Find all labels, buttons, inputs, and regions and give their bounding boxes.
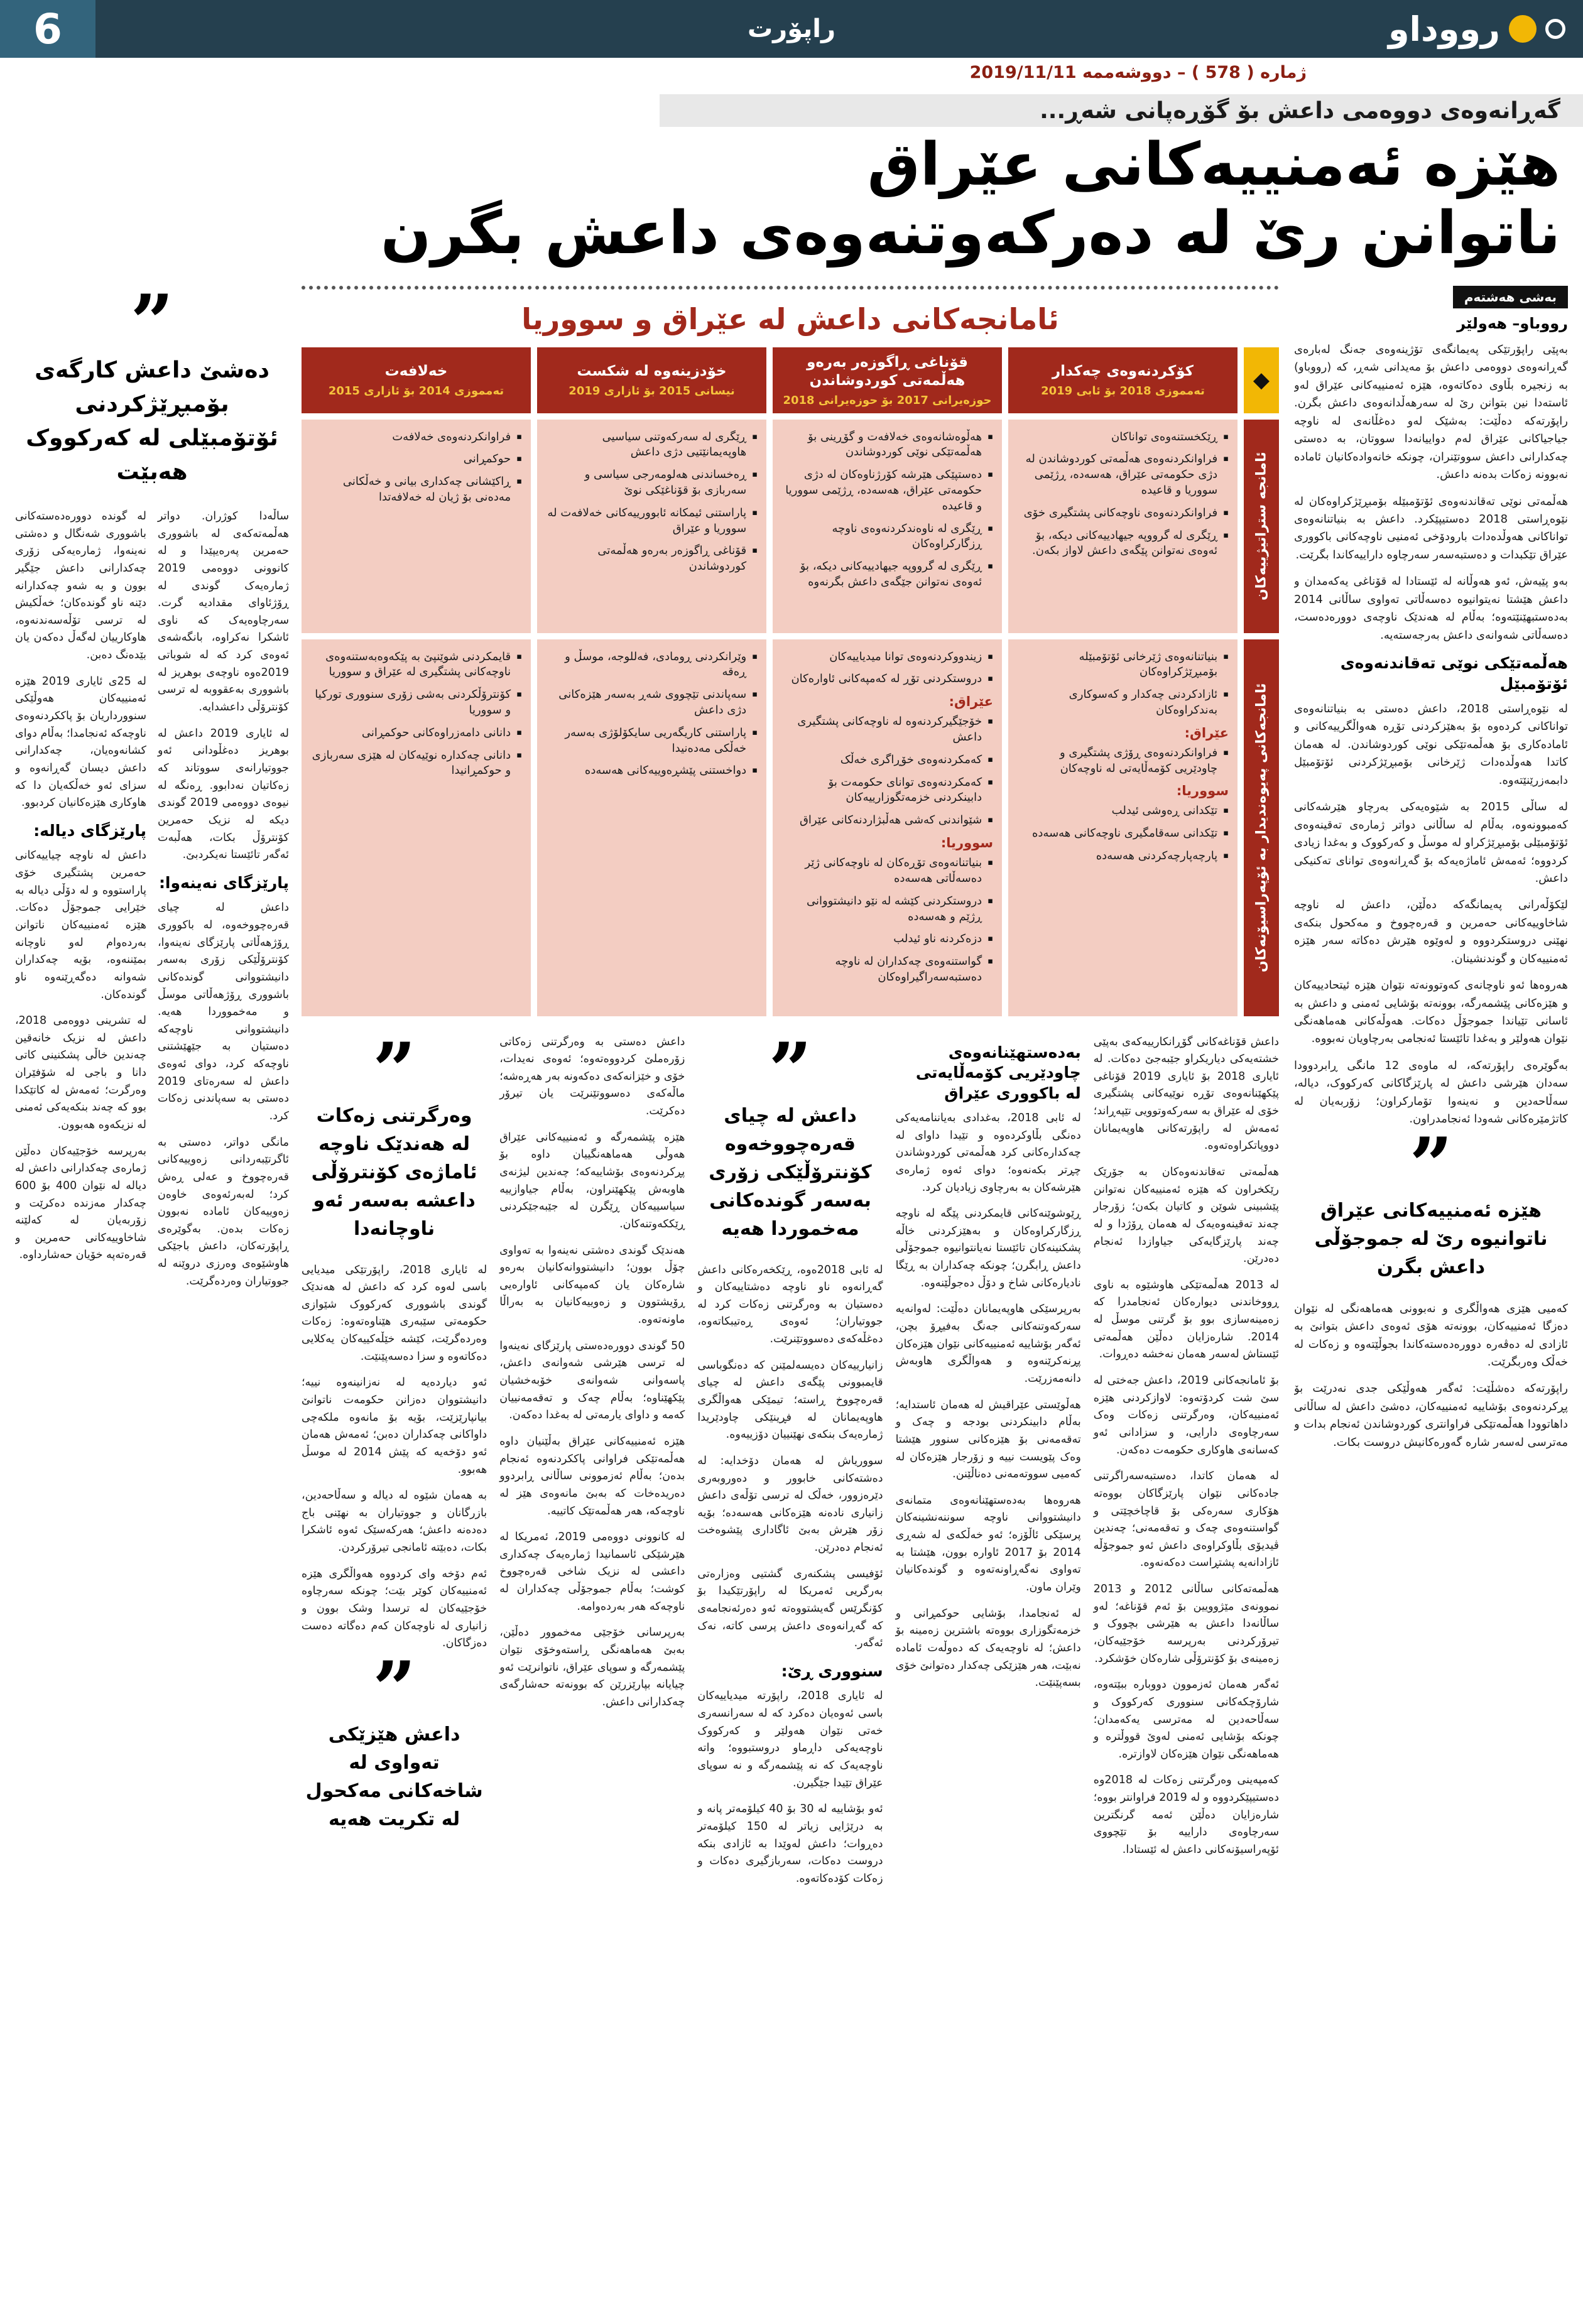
left-top-quote xyxy=(15,286,289,489)
paragraph: لە 2013 هەڵمەتێکی هاوشێوە بە ناوی ڕووخاندنی دیوارەکان ئەنجامدرا کە زەمینەسازی بوو بۆ گرتنی موسڵ لە 2014. شارەزایان دەڵێن هەڵمەتی ئێستاش لەسەر هەمان نەخشە دەڕوات. xyxy=(1093,1278,1279,1361)
bullet-item xyxy=(1017,528,1229,560)
body-column xyxy=(1094,1034,1279,2284)
bullet-icon: ▪ xyxy=(987,717,993,727)
paragraph: هەروەها بەدەستهێنانەوەی متمانەی دانیشتووانی ناوچە سوننەنشینەکان پرسێکی ئاڵۆزە؛ ئەو خەڵکەی لە شەڕی 2014 بۆ 2017 ئاوارە بوون، هێشتا بە تەواوی نەگەڕاونەتەوە و گوندەکانیان وێران ماون. xyxy=(895,1494,1081,1594)
paragraph: لە ئایاری 2018، راپۆرتە میدیاییەکان باسی ئەوەیان دەکرد کە لە سەرانسەری خەتی نێوان هەولێر و کەرکووک ناوچەیەکی داڕماو دروستبووە؛ واتە ناوچەیەک کە نە پێشمەرگە و نە سوپای عێراق تێیدا جێگیرن. xyxy=(697,1690,883,1789)
bullet-text: دواخستنی پێشڕەوییەکانی هەسەدە xyxy=(584,764,747,778)
paragraph: زانیارییەکان دەیسەلمێنن کە دەنگوباسی قایمبوونی پێگەی داعش لە چیای قەرەچووخ ڕاستە؛ تیمێکی هەواڵگری هاوپەیمانان لە فڕینێکی چاودێریدا ژمارەیەک بنکەی نهێنییان دۆزییەوە. xyxy=(697,1359,883,1442)
bullet-item xyxy=(781,775,993,806)
left-article-column xyxy=(15,286,289,2311)
bullet-icon: ▪ xyxy=(987,896,993,906)
bullet-item xyxy=(781,714,993,746)
bullet-icon: ▪ xyxy=(1223,747,1229,757)
bullet-text: ڕاکێشانی چەکداری بیانی و خەڵکانی مەدەنی بۆ ژیان لە خەلافەتدا xyxy=(342,475,511,504)
bullet-icon: ▪ xyxy=(987,777,993,787)
pull-quote-text: داعش هێزێکی تەواوی لە شاخەکانی مەکحول لە تکریت هەیە xyxy=(305,1723,483,1830)
bullet-text: قایمکردنی شوێنپێ بە پێکەوەبەستنەوەی ناوچەکانی پشتگیری لە عێراق و سووریا xyxy=(325,649,511,679)
paragraph: ئۆفیسی پشکنەری گشتیی وەزارەتی بەرگریی ئەمریکا لە راپۆرتێکیدا بۆ کۆنگرێس گەیشتووەتە ئەو دەرئەنجامەی کە گەڕانەوەی داعش پرسی کاتە، نەک ئەگەر. xyxy=(697,1567,883,1650)
bullet-icon: ▪ xyxy=(1223,454,1229,464)
bullet-item xyxy=(781,752,993,768)
bullet-text: فراوانکردنەوەی خەلافەت xyxy=(392,430,511,443)
bullet-item xyxy=(1017,803,1229,819)
bullet-text: دروستکردنی کێشە لە نێو دانیشتووانی ڕژێم و هەسەدە xyxy=(806,894,982,923)
bullet-item xyxy=(1017,826,1229,842)
bullet-item xyxy=(546,763,758,779)
quote-mark-icon: ” xyxy=(1409,1121,1453,1210)
paragraph: داعش قۆناغەکانی گۆڕانکارییەکەی بەپێی خشتەیەکی دیاریکراو جێبەجێ دەکات. لە ئایاری 2018 بۆ ئایاری 2019 قۆناغی پێکهێنانەوەی تۆڕە نوێیەکانی پشتگیری خۆی لە عێراق بە سەرکەوتوویی تێپەڕاند؛ ئەمەش لە راپۆرتەکانی هاوپەیمانان دووپاتکراوەتەوە. xyxy=(1093,1035,1279,1153)
pull-quote-text: داعش لە چیای قەرەچووخەوە کۆنترۆڵێکی زۆری بەسەر گوندەکانی مەخموردا هەیە xyxy=(709,1104,872,1240)
bullet-icon: ▪ xyxy=(1223,806,1229,816)
bullet-item xyxy=(781,931,993,947)
paragraph: لە هەمان کاتدا، دەستبەسەراگرتنی جادەکانی نێوان پارێزگاکان بووەتە هۆکاری سەرەکی بۆ قاچاخچێتی و گواستنەوەی چەک و تەقەمەنی؛ چەندین ڤیدیۆی بڵاوکراوەی داعش ئەو جموجۆڵە ئازادانەیە پشتڕاست دەکەنەوە. xyxy=(1093,1470,1279,1570)
column-title: خەلافەت xyxy=(384,363,448,380)
bullet-item xyxy=(546,687,758,719)
bullet-icon: ▪ xyxy=(1223,828,1229,839)
subheading: بەدەستهێنانەوەی چاودێریی کۆمەڵایەتی لە باکووری عێراق xyxy=(915,1043,1081,1102)
paragraph: 50 گوندی دوورەدەستی پارێزگای نەینەوا لە ترسی هێرشی شەوانەی داعش، پاسەوانی شەوانەی خۆبەخشیان پێکهێناوە؛ بەڵام چەک و تەقەمەنییان کەمە و داوای یارمەتی لە بەغدا دەکەن. xyxy=(499,1339,685,1422)
bullet-icon: ▪ xyxy=(987,651,993,661)
bullet-item xyxy=(781,855,993,887)
row-group-label: ئامانجە ستراتیژییەکان xyxy=(1244,420,1279,633)
bullet-icon: ▪ xyxy=(752,546,758,556)
paragraph: هەندێک گوندی دەشتی نەینەوا بە تەواوی چۆڵ بوون؛ دانیشتووانەکانیان بەرەو شارەکان یان کەمپەکانی ئاوارەیی ڕۆیشتوون و زەوییەکانیان بە بەراڵا ماونەتەوە. xyxy=(499,1244,685,1327)
paragraph: کەمیی هێزی هەواڵگری و نەبوونی هەماهەنگی لە نێوان دەزگا ئەمنییەکان، بوونەتە هۆی ئەوەی داعش بتوانێ بە ئازادی لە دەڤەرە دوورەدەستەکاندا بجوڵێتەوە و زەکات لە خەڵک وەربگرێت. xyxy=(1294,1301,1568,1369)
bullet-icon: ▪ xyxy=(752,766,758,776)
table-cell xyxy=(537,420,766,633)
bullet-item xyxy=(1017,506,1229,521)
bullet-item xyxy=(546,543,758,575)
quote-mark-icon: ” xyxy=(768,1033,812,1115)
bullet-text: ڕێگری لە گرووپە جیهادییەکانی دیکە، بۆ ئەوەی نەتوانن پێگەی داعش لاواز بکەن. xyxy=(1032,528,1218,558)
bullet-icon: ▪ xyxy=(987,815,993,825)
paragraph: لە ئایاری 2019 داعش لە بوهریز دەغڵودانی ئەو جووتیارانەی سووتاند کە زەکاتیان نەدابوو. ڕەنگە لە نیوەی دووەمی 2019 گوندی دیکە لە نزیک حەمرین کۆنترۆڵ بکات، هەڵبەت ئەگەر تائێستا نەیکردبێ. xyxy=(158,727,289,862)
bullet-text: حوکمڕانی xyxy=(463,452,511,466)
bullet-item xyxy=(310,687,522,719)
paragraph: لە کانوونی دووەمی 2019، ئەمریکا لە هێرشێکی ئاسمانیدا ژمارەیەک چەکداری داعشی لە نزیک شاخی قەرەچووخ کوشت؛ بەڵام جموجۆڵی چەکداران لە ناوچەکە هەر بەردەوامە. xyxy=(499,1531,685,1613)
bullet-text: فراوانکردنەوەی ڕۆژی پشتگیری و چاودێریی کۆمەڵایەتی لە ناوچەکان xyxy=(1059,746,1218,775)
bullet-item xyxy=(781,894,993,925)
headline-line2: ناتوانن رێ لە دەرکەوتنەوەی داعش بگرن xyxy=(380,199,1560,268)
bullet-item xyxy=(781,671,993,687)
column-title: قۆناغی ڕاگوزەر بەرەو هەڵمەتی کوردوشاندن xyxy=(807,354,968,389)
bullet-item xyxy=(546,506,758,537)
paragraph: ئەگەر هەمان ئەزموون دووبارە ببێتەوە، شارۆچکەکانی سنووری کەرکووک و سەڵاحەدین لە مەترسی یەکەمدان؛ چونکە بۆشایی ئەمنی لەوێ قووڵترە و هەماهەنگی نێوان هێزەکان لاوازترە. xyxy=(1093,1678,1279,1761)
bullet-text: وێرانکردنی ڕومادی، فەللوجە، موسڵ و ڕەقە xyxy=(565,649,747,679)
paragraph: ساڵەدا کوژران. دواتر هەڵمەتەکەی لە باشووری حەمرین پەرەیپێدا و لە کانوونی دووەمی 2019 ژمارەیەک گوندی لە ڕۆژئاوای مقدادیە گرت. سەرچاوەیەک کە ناوی ئاشکرا نەکراوە، بانگەشەی ئەوەی کرد کە لە شوباتی 2019ەوە ناوچەی بوهریز لە باشووری بەعقووبە لە ترسی کۆنترۆڵی داعشدایە. xyxy=(158,510,289,714)
column-date: حوزەیرانی 2017 بۆ حوزەیرانی 2018 xyxy=(783,393,992,407)
bullet-icon: ▪ xyxy=(1223,432,1229,442)
left-article-text xyxy=(15,508,289,1290)
right-article-text xyxy=(1294,341,1568,1452)
pull-quote xyxy=(304,1033,484,1243)
issue-line: ژمارە ( 578 ) – دووشەممە 2019/11/11 xyxy=(969,63,1307,82)
paragraph: بۆ ئامانجەکانی 2019، داعش جەختی لە سێ شت کردۆتەوە: لاوازکردنی هێزە ئەمنییەکان، وەرگرتنی زەکات وەک سەرچاوەی دارایی، و سزادانی ئەو کەسانەی هاوکاری حکومەت دەکەن. xyxy=(1093,1374,1279,1457)
section-title: راپۆرت xyxy=(747,14,836,43)
bullet-icon: ▪ xyxy=(987,934,993,944)
logo-ring-icon xyxy=(1545,19,1565,39)
bullet-text: زیندووکردنەوەی توانا میدیاییەکان xyxy=(829,649,982,663)
bullet-text: تێکدانی سەقامگیری ناوچەکانی هەسەدە xyxy=(1031,827,1218,840)
targets-table-grid xyxy=(302,347,1279,1016)
bullet-item xyxy=(1017,687,1229,719)
paragraph: ئەو دیاردەیە لە نەزانینەوە نییە؛ دانیشتووان دەزانن حکومەت ناتوانێ بیانپارێزێت، بۆیە بۆ مانەوە ملکەچی داواکانی چەکداران دەبن؛ ئەمەش هەمان ئەو دۆخەیە کە پێش 2014 لە موسڵ هەبوو. xyxy=(302,1376,487,1476)
paragraph: هێزە پێشمەرگە و ئەمنییەکانی عێراق هەوڵی هەماهەنگییان داوە بۆ پڕکردنەوەی بۆشاییەکە؛ چەندین لیژنەی هاوبەش پێکهێنراون، بەڵام جیاوازییە سیاسییەکان ڕێگرن لە جێبەجێکردنی ڕێککەوتنەکان. xyxy=(499,1131,685,1230)
bullet-icon: ▪ xyxy=(987,432,993,442)
bullet-text: شێواندنی کەشی هەڵبژاردنەکانی عێراق xyxy=(799,813,982,827)
bullet-item xyxy=(546,467,758,499)
bullet-item xyxy=(310,430,522,445)
paragraph: بە هەمان شێوە لە دیالە و سەڵاحەدین، بازرگانان و جووتیاران بە نهێنی باج دەدەنە داعش؛ هەرکەسێک ئەوە ئاشکرا بکات، دەبێتە ئامانجی تیرۆرکردن. xyxy=(302,1489,487,1555)
cell-subheading: عێراق: xyxy=(949,694,993,710)
page-number: 6 xyxy=(0,0,95,58)
bullet-item xyxy=(310,748,522,779)
table-column-header xyxy=(1008,347,1238,413)
table-column-header xyxy=(302,347,531,413)
paragraph: لە ساڵی 2015 بە شێوەیەکی بەرچاو هێرشەکانی کەمبوونەوە، بەڵام لە ساڵانی دواتر ژمارەی تەقینەوەی ئۆتۆمبێلی بۆمبڕێژکراو لە موسڵ و کەرکووک و بەغدا زیادی کردووە؛ ئەمەش ئاماژەیەکە بۆ گەڕانەوەی توانای تەکنیکی داعش. xyxy=(1294,800,1568,885)
bullet-item xyxy=(1017,649,1229,681)
paragraph: بەپێی راپۆرتێکی پەیمانگەی تۆژینەوەی جەنگ لەبارەی گەڕانەوەی دووەمی داعش بۆ مەیدانی شەڕ، کە (رووباو) بە زنجیرە بڵاوی دەکاتەوە، هێزە ئەمنییەکانی عێراق لەو ئاستەدا نین بتوانن رێ لە سەرهەڵدانەوەی داعش بگرن. راپۆرتەکە دەڵێت: بەشێک لەو دەغڵانەی لە ناوچە جیاجیاکانی عێراق لەم دواییانەدا سووتان، بە دەستی چەکدارانی داعش سووتێنران، چونکە خانەوادەکانیان ئامادە نەبوونە زەکات بدەنە داعش. xyxy=(1294,343,1568,482)
bullet-text: بنیاتنانەوەی تۆڕەکان لە ناوچەکانی ژێر دەسەڵاتی هەسەدە xyxy=(805,856,982,885)
pull-quote-text: وەرگرتنی زەکات لە هەندێک ناوچە ئاماژەی کۆنترۆڵی داعشە بەسەر ئەو ناوچانەدا xyxy=(311,1104,477,1240)
rudaw-logo xyxy=(1388,0,1565,58)
column-date: نیسانی 2015 بۆ ئازاری 2019 xyxy=(568,384,735,398)
paragraph: هەڵمەتەکانی ساڵانی 2012 و 2013 نموونەی مێژوویین بۆ ئەم قۆناغە؛ لەو ساڵانەدا داعش بە هێرشی بچووک و تیرۆرکردنی بەرپرسە خۆجێیەکان، زەمینەی بۆ کۆنترۆڵی شارەکان خۆشکرد. xyxy=(1093,1583,1279,1665)
cell-subheading: عێراق: xyxy=(1184,725,1229,741)
logo-text: رووداو xyxy=(1388,9,1500,49)
paragraph: لە ئابی 2018ەوە، ڕێکخەرەکانی داعش گەڕانەوە ناو ناوچە دەشتاییەکان و دەستیان بە وەرگرتنی زەکات کرد لە جووتیاران؛ ئەوەی ڕەتیبکاتەوە، دەغڵەکەی دەسووتێنرێت. xyxy=(697,1263,883,1346)
paragraph: لە ئابی 2018، بەغدادی بەیاننامەیەکی دەنگی بڵاوکردەوە و تێیدا داوای لە چەکدارەکانی کرد هەڵمەتی کوردوشاندن چڕتر بکەنەوە؛ دوای ئەوە ژمارەی هێرشەکان بە بەرچاوی زیادیان کرد. xyxy=(895,1112,1081,1194)
column-date: تەمموزی 2014 بۆ ئازاری 2015 xyxy=(328,384,504,398)
bullet-icon: ▪ xyxy=(752,432,758,442)
top-bar xyxy=(0,0,1583,58)
paragraph: راپۆرتەکە دەشڵێت: ئەگەر هەوڵێکی جدی نەدرێت بۆ پڕکردنەوەی بۆشاییە ئەمنییەکان، دەشێ داعش لە ساڵانی داهاتوودا هەڵمەتێکی فراوانتری کوردوشاندن ئەنجام بدات و مەترسی لەسەر شارە گەورەکانیش دروست بکات. xyxy=(1294,1382,1568,1449)
bullet-text: کۆنترۆڵکردنی بەشی زۆری سنووری تورکیا و سووریا xyxy=(315,688,511,717)
bullet-text: پاراستنی کاریگەریی سایکۆلۆژی بەسەر خەڵکی مەدەنیدا xyxy=(565,725,747,755)
bullet-icon: ▪ xyxy=(1223,508,1229,518)
paragraph: بەگوێرەی راپۆرتەکە، لە ماوەی 12 مانگی ڕابردوودا سەدان هێرشی داعش لە پارێزگاکانی کەرکووک، دیالە، سەڵاحەدین و نەینەوا تۆمارکراون؛ زۆربەیان لە کاتژمێرەکانی شەودا ئەنجامدراون. xyxy=(1294,1058,1568,1126)
byline: رووباو– هەولێر xyxy=(1457,315,1568,332)
bullet-text: ڕێگری لە ناوەندکردنەوەی ناوچە ڕزگارکراوەکان xyxy=(832,521,982,551)
bullet-item xyxy=(310,725,522,741)
bullet-icon: ▪ xyxy=(1223,851,1229,861)
column-date: تەمموزی 2018 بۆ ئابی 2019 xyxy=(1041,384,1205,398)
targets-table-title: ئامانجەکانی داعش لە عێراق و سووریا xyxy=(521,302,1059,336)
headline xyxy=(23,131,1560,268)
body-column xyxy=(896,1034,1081,2284)
cell-subheading: سووریا: xyxy=(1176,783,1229,799)
paragraph: هەروەها ئەو ناوچانەی کەوتوونەتە نێوان هێزە ئیتحادییەکان و هێزەکانی پێشمەرگە، بوونەتە بۆشایی ئەمنی و داعش بە ئاسانی تێیاندا جموجۆڵ دەکات. هەوڵەکانی هەماهەنگی نێوان هەولێر و بەغدا تائێستا ئەنجامی بەرچاویان نەبووە. xyxy=(1294,979,1568,1046)
bullet-text: تێکدانی ڕەوشی ئیدلب xyxy=(1111,804,1218,818)
bullet-item xyxy=(1017,849,1229,864)
bullet-item xyxy=(310,649,522,681)
paragraph: لە ئەنجامدا، بۆشایی حوکمڕانی و خزمەتگوزاری بووەتە باشترین زەمینە بۆ داعش؛ لە ناوچەیەک کە دەوڵەت ئامادە نەبێت، هەر هێزێکی چەکدار دەتوانێ خۆی بسەپێنێت. xyxy=(895,1607,1081,1690)
paragraph: ئەو بۆشاییە لە 30 بۆ 40 کیلۆمەتر پانە و بە درێژایی زیاتر لە 150 کیلۆمەتر دەڕوات؛ داعش لەوێدا بە ئازادی بنکە دروست دەکات، سەربازگیری دەکات و زەکات کۆدەکاتەوە. xyxy=(697,1803,883,1885)
bullet-icon: ▪ xyxy=(1223,690,1229,700)
bullet-icon: ▪ xyxy=(752,508,758,518)
bullet-icon: ▪ xyxy=(987,523,993,533)
bullet-item xyxy=(546,430,758,461)
bullet-text: پاراستنی ئیمکانە ئابوورییەکانی خەلافەت لە سووریا و عێراق xyxy=(547,506,747,535)
bullet-item xyxy=(781,813,993,828)
paragraph: کەمپەینی وەرگرتنی زەکات لە 2018وە دەستیپێکردووە و لە 2019 فراوانتر بووە؛ شارەزایان دەڵێن ئەمە گرنگترین سەرچاوەی داراییە بۆ تێچووی ئۆپەراسیۆنەکانی داعش لە ئێستادا. xyxy=(1093,1774,1279,1857)
paragraph: هەڵوێستی عێراقیش لە هەمان ئاستدایە؛ بەڵام دابینکردنی بودجە و چەک و تەقەمەنی بۆ هێزەکانی سنوور هێشتا وەک پێویست نییە و زۆرجار هێزەکان لە کەمیی سووتەمەنی دەناڵێنن. xyxy=(895,1398,1081,1481)
pull-quote xyxy=(18,286,286,489)
bullet-item xyxy=(781,430,993,461)
bullet-icon: ▪ xyxy=(987,470,993,480)
bullet-icon: ▪ xyxy=(516,750,522,760)
bullet-item xyxy=(781,559,993,590)
paragraph: لە 25ی ئایاری 2019 هێزە ئەمنییەکان هەوڵێکی سنوورداریان بۆ پاککردنەوەی ناوچەکە ئەنجامدا؛ بەڵام دوای کشانەوەیان، چەکدارانی داعش دیسان گەڕانەوە و سزای ئەو خەڵکەیان دا کە هاوکاری هێزەکانیان کردبوو. xyxy=(15,675,146,810)
bullet-item xyxy=(310,474,522,506)
bullet-text: ڕەخساندنی هەلومەرجی سیاسی و سەربازی بۆ قۆناغێکی نوێ xyxy=(584,468,747,497)
paragraph: هەڵمەتی تەقاندنەوەکان بە جۆرێک رێکخراون کە هێزە ئەمنییەکان نەتوانن پێشبینی شوێن و کاتیان بکەن؛ زۆرجار چەند تەقینەوەیەک لە هەمان ڕۆژدا و لە چەند پارێزگایەکی جیاوازدا ئەنجام دەدرێن. xyxy=(1093,1165,1279,1266)
cell-subheading: سووریا: xyxy=(940,835,993,851)
paragraph: بەرپرسێکی هاوپەیمانان دەڵێت: لەوانەیە سەرکەوتنەکانی جەنگ بەفیڕۆ بچن، ئەگەر بۆشاییە ئەمنییەکانی نێوان هێزەکان پڕنەکرێنەوە و هەواڵگری هاوبەش دانەمەزرێت. xyxy=(895,1303,1081,1385)
bullet-item xyxy=(546,725,758,757)
pull-quote xyxy=(700,1033,880,1243)
table-cell xyxy=(773,639,1002,1016)
paragraph: لێکۆڵەرانی پەیمانگەکە دەڵێن، داعش لە ناوچە شاخاوییەکانی حەمرین و قەرەچووخ و مەکحول بنکەی نهێنی دروستکردووە و لەوێوە هێرش دەکاتە سەر هێزە ئەمنییەکان و گوندنشینان. xyxy=(1294,898,1568,965)
paragraph: لە گوندە دوورەدەستەکانی باشووری شەنگال و دەشتی نەینەوا، ژمارەیەکی زۆری چەکدارانی داعش جێگیر بوون و بە شەو چەکدارانە دێنە ناو گوندەکان؛ خەڵکیش لە ترسی تۆڵەسەندنەوە، هاوکارییان لەگەڵ دەکەن یان بێدەنگ دەبن. xyxy=(15,510,146,662)
bullet-icon: ▪ xyxy=(516,432,522,442)
bullet-text: فراوانکردنەوەی هەڵمەتی کوردوشاندن لە دژی حکومەتی عێراق، هەسەدە، ڕژێمی سووریا و قاعیدە xyxy=(1025,452,1218,497)
bullet-text: دانانی دامەزراوەکانی حوکمڕانی xyxy=(361,725,511,739)
bullet-item xyxy=(781,649,993,665)
bullet-item xyxy=(1017,430,1229,445)
row-group-label: ئامانجەکانی پەیوەندیدار بە ئۆپەراسیۆنەکان xyxy=(1244,639,1279,1016)
bullet-icon: ▪ xyxy=(1223,530,1229,540)
bullet-item xyxy=(781,521,993,553)
bullet-icon: ▪ xyxy=(752,727,758,737)
quote-mark-icon: ” xyxy=(130,286,174,367)
paragraph: هێزە ئەمنییەکانی عێراق بەڵێنیان داوە هەڵمەتێکی فراوانی پاککردنەوە ئەنجام بدەن؛ بەڵام ئەزموونی ساڵانی ڕابردوو دەریدەخات کە بەبێ مانەوەی هێز لە ناوچەکە، هەر هەڵمەتێک کاتییە. xyxy=(499,1435,685,1518)
headline-line1: هێزە ئەمنییەکانی عێراق xyxy=(867,131,1560,199)
bullet-icon: ▪ xyxy=(516,690,522,700)
table-cell xyxy=(1008,420,1238,633)
bullet-item xyxy=(310,452,522,467)
bullet-item xyxy=(781,467,993,514)
bullet-item xyxy=(1017,746,1229,777)
column-title: کۆکردنەوەی چەکدار xyxy=(1052,363,1194,380)
paragraph: بەرپرسانی خۆجێی مەخموور دەڵێن، بەبێ هەماهەنگی ڕاستەوخۆی نێوان پێشمەرگە و سوپای عێراق، ناتوانرێت ئەو چیایانە بپارێزرێن کە بوونەتە حەشارگەی چەکدارانی داعش. xyxy=(499,1626,685,1708)
paragraph: لە نێوەڕاستی 2018، داعش دەستی بە بنیاتنانەوەی تواناکانی کردەوە بۆ بەهێزکردنی تۆڕە هەواڵگرییەکانی و ئامادەکاری بۆ هەڵمەتێکی نوێی کوردوشاندن. لە هەمان کاتدا هەوڵدەدات ژێرخانی بۆمبڕێژکردنی ئۆتۆمبێل دابمەزرێنێتەوە. xyxy=(1294,702,1568,787)
diamond-icon: ◆ xyxy=(1244,347,1279,413)
column-title: خۆدزینەوە لە شکست xyxy=(577,363,727,380)
targets-table xyxy=(302,286,1279,1016)
bullet-text: فراوانکردنەوەی ناوچەکانی پشتگیری خۆی xyxy=(1023,506,1218,519)
bullet-text: قۆناغی ڕاگوزەر بەرەو هەڵمەتی کوردوشاندن xyxy=(597,544,747,573)
bullet-item xyxy=(781,954,993,986)
bullet-text: ڕێکخستنەوەی تواناکان xyxy=(1111,430,1218,443)
center-region xyxy=(302,286,1279,2311)
bullet-item xyxy=(546,649,758,681)
bullet-icon: ▪ xyxy=(516,651,522,661)
table-cell xyxy=(773,420,1002,633)
quote-mark-icon: ” xyxy=(373,1644,416,1734)
pull-quote-text: هێزە ئەمنییەکانی عێراق ناتوانیوە رێ لە جموجۆڵی داعش بگرن xyxy=(1314,1199,1548,1278)
kicker: گەڕانەوەی دووەمی داعش بۆ گۆڕەپانی شەڕ... xyxy=(660,94,1583,127)
bullet-text: دزەکردنە ناو ئیدلب xyxy=(893,932,982,946)
pull-quote xyxy=(1297,1121,1565,1281)
body-column xyxy=(697,1034,883,2284)
right-article-column xyxy=(1294,286,1568,2311)
paragraph: لە تشرینی دووەمی 2018، داعش لە نزیک خانەقین چەندین خاڵی پشکنینی کاتی دانا و باجی لە شۆفێران وەرگرت؛ ئەمەش لە کاتێکدا بوو کە چەند بنکەیەکی ئەمنی لە نزیکەوە هەبوون. xyxy=(15,1014,146,1131)
bullet-text: خۆجێگیرکردنەوە لە ناوچەکانی پشتگیری داعش xyxy=(797,715,982,744)
subheading: هەڵمەتێکی نوێی تەقاندنەوەی ئۆتۆمبێل xyxy=(1340,654,1568,693)
paragraph: داعش لە ناوچە چیاییەکانی حەمرین پشتگیری خۆی پاراستووە و لە دۆڵی دیالە بە خێرایی جموجۆڵ دەکات. هێزە ئەمنییەکان ناتوانن بەردەوام لەو ناوچانە بمێننەوە، بۆیە چەکداران شەوانە دەگەڕێنەوە ناو گوندەکان. xyxy=(15,849,146,1001)
bullet-icon: ▪ xyxy=(987,858,993,868)
body-column xyxy=(302,1034,487,2284)
bullet-icon: ▪ xyxy=(752,651,758,661)
part-badge: بەشی هەشتەم xyxy=(1453,286,1568,308)
table-column-header xyxy=(537,347,766,413)
center-body-columns xyxy=(302,1034,1279,2284)
bullet-icon: ▪ xyxy=(987,562,993,572)
bullet-text: کەمکردنەوەی توانای حکومەت بۆ دابینکردنی خزمەتگوزارییەکان xyxy=(828,775,982,805)
paragraph: لە ئایاری 2018، راپۆرتێکی میدیایی باسی لەوە کرد کە داعش لە هەندێک گوندی باشووری کەرکووک شێوازی حکومەتی سێبەری هێناوەتەوە: زەکات وەردەگرێت، کێشە خێڵەکییەکان یەکلایی دەکاتەوە و سزا دەسەپێنێت. xyxy=(302,1263,487,1363)
paragraph: بەو پێیەش، ئەو هەوڵانە لە ئێستادا لە قۆناغی یەکەمدان و داعش هێشتا نەیتوانیوە دەسەڵاتی تەواوی ساڵانی 2014 بەدەستبهێنێتەوە؛ بەڵام لە هەندێک ناوچەی دوورەدەست، دەسەڵاتی شەوانەی داعش بەرجەستەیە. xyxy=(1294,575,1568,642)
bullet-icon: ▪ xyxy=(752,470,758,480)
body-column xyxy=(499,1034,685,2284)
bullet-icon: ▪ xyxy=(987,957,993,967)
bullet-text: کەمکردنەوەی خۆڕاگری خەڵک xyxy=(840,752,982,766)
table-cell xyxy=(302,420,531,633)
bullet-icon: ▪ xyxy=(516,727,522,737)
quote-mark-icon: ” xyxy=(373,1033,416,1115)
bullet-text: هەڵوەشانەوەی خەلافەت و گۆڕینی بۆ هەڵمەتێکی نوێی کوردوشاندن xyxy=(807,430,982,459)
subheading: پارێزگای نەینەوا: xyxy=(158,873,289,892)
pull-quote xyxy=(304,1644,484,1833)
table-column-header xyxy=(773,347,1002,413)
paragraph: داعش دەستی بە وەرگرتنی زەکاتی زۆرەملێ کردووەتەوە؛ ئەوەی نەیدات، خۆی و خێزانەکەی دەکەونە بەر هەڕەشە؛ ماڵەکەی دەسووتێنرێت یان تیرۆر دەکرێت. xyxy=(499,1035,685,1118)
bullet-icon: ▪ xyxy=(516,477,522,487)
pull-quote-text: دەشێ داعش کارگەی بۆمبڕێژکردنی ئۆتۆمبێلی لە کەرکووک هەبێت xyxy=(26,357,278,485)
bullet-text: بنیاتنانەوەی ژێرخانی ئۆتۆمبێلە بۆمبڕێژکراوەکان xyxy=(1079,649,1218,679)
paragraph: ئەم دۆخە وای کردووە هەواڵگری هێزە ئەمنییەکان کوێر بێت؛ چونکە سەرچاوە خۆجێیەکان لە ترسدا وشک بوون و زانیاری لە ناوچەکان کەم دەگاتە دەست دەزگاکان. xyxy=(302,1567,487,1650)
bullet-icon: ▪ xyxy=(752,690,758,700)
bullet-icon: ▪ xyxy=(987,674,993,684)
bullet-icon: ▪ xyxy=(987,754,993,764)
paragraph: داعش لە چیای قەرەچووخەوە، لە باکووری ڕۆژهەڵاتی پارێزگای نەینەوا، کۆنترۆڵێکی زۆری بەسەر دانیشتووانی گوندەکانی باشووری ڕۆژهەڵاتی موسڵ و مەخمووردا هەیە. دانیشتووانی ناوچەکە دەستیان بە جێهێشتنی ناوچەکە کرد، دوای ئەوەی داعش لە سەرەتای 2019 دەستی بە سەپاندنی زەکات کرد. xyxy=(158,901,289,1122)
paragraph: ڕێوشوێنەکانی قایمکردنی پێگە لە ناوچە ڕزگارکراوەکان و بەهێزکردنی خاڵە پشکنینەکان تائێستا نەیانتوانیوە جموجۆڵی داعش ڕابگرن؛ چونکە چەکداران بە ڕێگا نادیارەکانی شاخ و دۆڵ دەجوڵێنەوە. xyxy=(895,1207,1081,1290)
table-cell xyxy=(1008,639,1238,1016)
bullet-text: ڕێگری لە سەرکەوتنی سیاسیی هاوپەیمانێتیی دژی داعش xyxy=(602,430,747,459)
paragraph: بەرپرسە خۆجێیەکان دەڵێن ژمارەی چەکدارانی داعش لە دیالە لە نێوان 400 بۆ 600 چەکدار مەزندە دەکرێت و زۆربەیان لە کەلێنە شاخاوییەکانی حەمرین و قەرەتەپە خۆیان حەشارداوە. xyxy=(15,1144,146,1262)
paragraph: هەڵمەتی نوێی تەقاندنەوەی ئۆتۆمبێلە بۆمبڕێژکراوەکان لە نێوەڕاستی 2018 دەستیپێکرد. داعش بە بنیاتنانەوەی تواناکانی هەوڵدەدات بارودۆخی ئەمنیی ناوچەکانی باکووری عێراق تێکبدات و دەستبەسەر سەرچاوە داراییەکاندا بگرێت. xyxy=(1294,494,1568,562)
bullet-item xyxy=(1017,452,1229,498)
paragraph: سووریاش لە هەمان دۆخدایە: لە دەشتەکانی خابوور و دەوروبەری دێرەزوور، خەڵک لە ترسی تۆڵەی داعش زانیاری نادەنە هێزەکانی هەسەدە؛ بۆیە زۆر هێرش بەبێ ئاگاداری پێشوەخت ئەنجام دەدرێن. xyxy=(697,1454,883,1555)
bullet-text: دانانی چەکدارە نوێیەکان لە هێزی سەربازی و حوکمڕانیدا xyxy=(312,748,511,778)
logo-dot-icon xyxy=(1509,15,1537,43)
table-cell xyxy=(302,639,531,1016)
bullet-icon: ▪ xyxy=(516,454,522,464)
bullet-text: دەستپێکی هێرشە کۆرژناوەکان لە دژی حکومەتی عێراق، هەسەدە، ڕژێمی سووریا و قاعیدە xyxy=(785,468,982,513)
bullet-text: سەپاندنی تێچووی شەڕ بەسەر هێزەکانی دژی داعش xyxy=(558,688,747,717)
paragraph: مانگی دواتر، دەستی بە ئاگرتێبەردانی زەوییەکانی قەرەچووخ و عەلی ڕەش کرد؛ لەبەرئەوەی خاوەن زەوییەکان ئامادە نەبوون زەکات بدەن. بەگوێرەی ڕاپۆرتەکان، داعش باجێکی هاوشێوەی وەرزی دروێنە لە جووتیاران وەردەگرێت. xyxy=(158,1136,289,1288)
bullet-text: دروستکردنی تۆڕ لە کەمپەکانی ئاوارەکان xyxy=(791,672,982,686)
bullet-text: گواستنەوەی چەکداران لە ناوچە دەستبەسەراگیراوەکان xyxy=(835,955,982,984)
subheading: پارێزگای دیالە: xyxy=(33,821,146,840)
bullet-text: ئازادکردنی چەکدار و کەسوکاری بەندکراوەکان xyxy=(1069,688,1218,717)
subheading: سنووری ڕێ: xyxy=(781,1661,883,1680)
table-cell xyxy=(537,639,766,1016)
bullet-text: ڕێگری لە گرووپە جیهادییەکانی دیکە، بۆ ئەوەی نەتوانن جێگەی داعش بگرنەوە xyxy=(800,560,982,589)
bullet-text: پارچەپارچەکردنی هەسەدە xyxy=(1096,849,1218,863)
bullet-icon: ▪ xyxy=(1223,651,1229,661)
